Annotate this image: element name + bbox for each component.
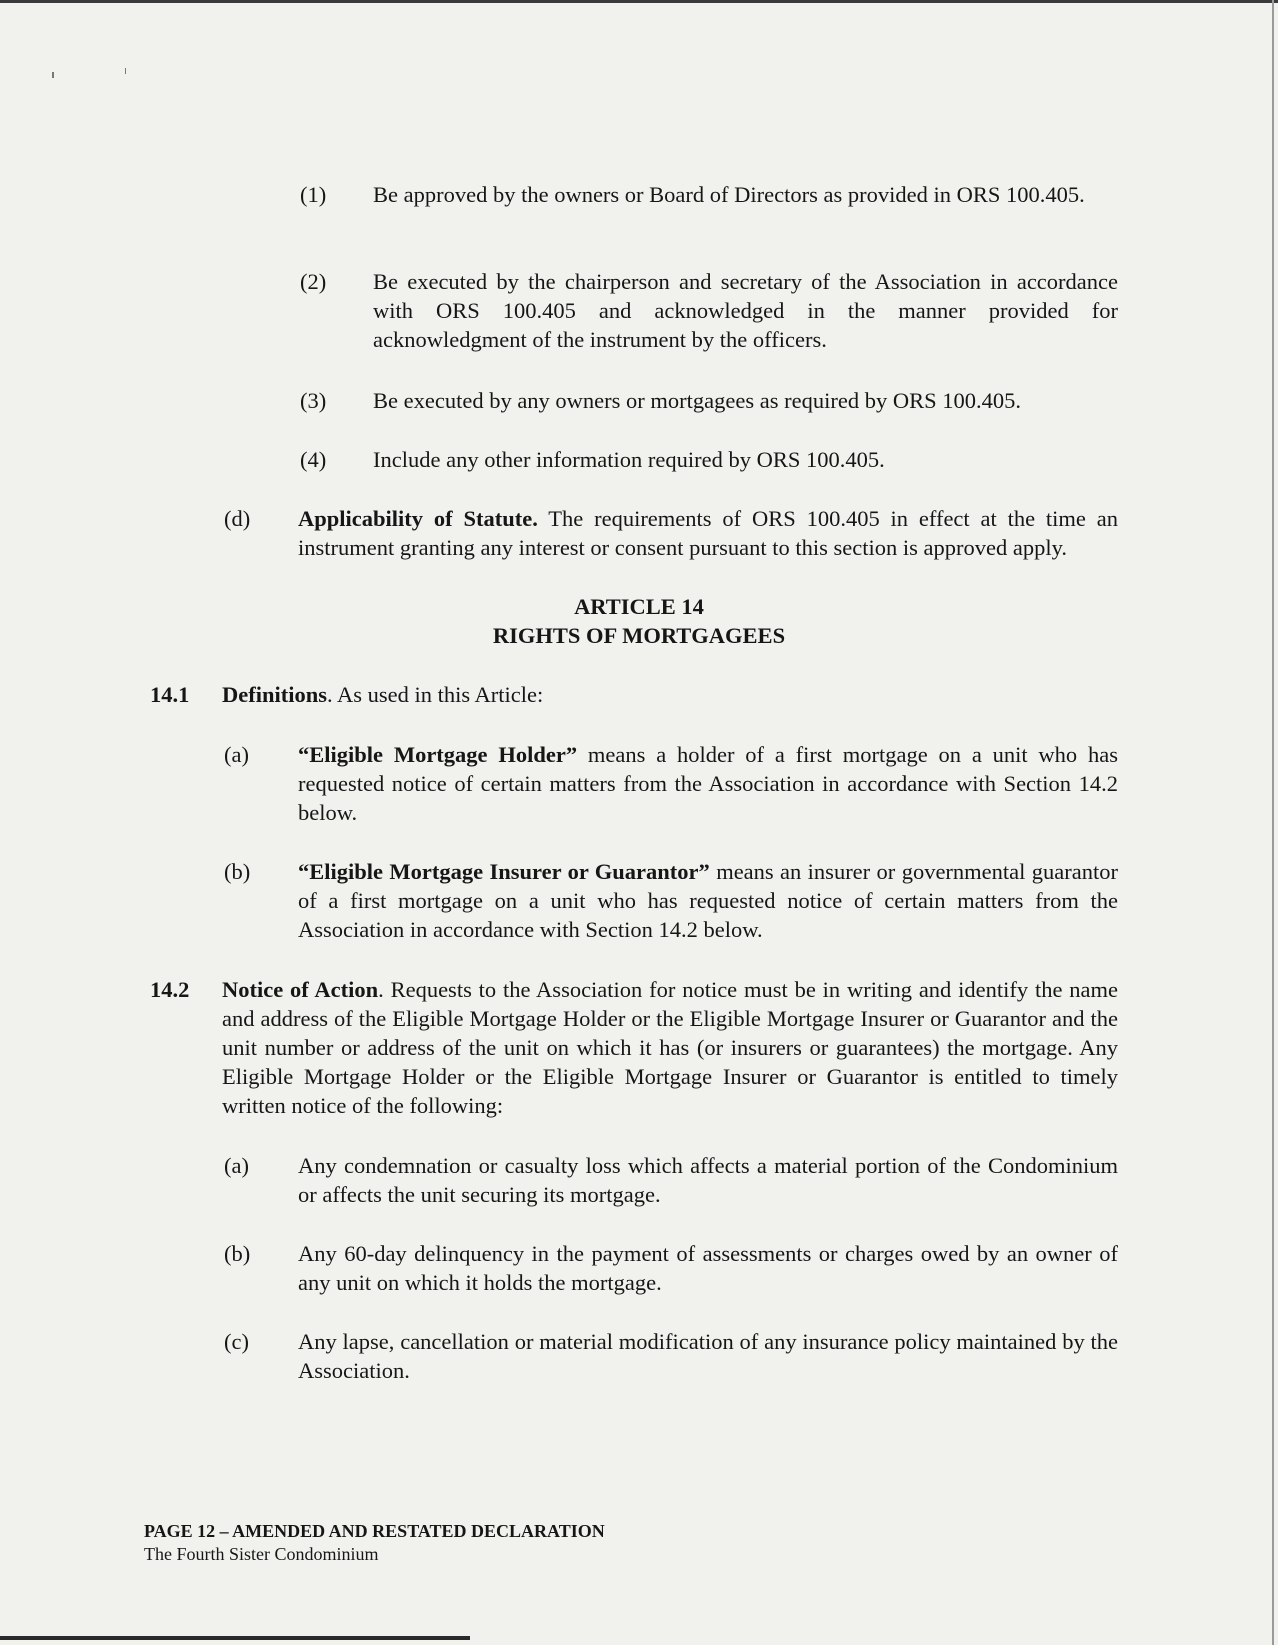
item-number: (c): [224, 1329, 249, 1354]
item-body: means a holder of a first mortgage on a unit who has requested notice of certain matters from the Association in accordance with Section 14.2 below.: [298, 742, 1118, 825]
section-title: Notice of Action: [222, 977, 379, 1002]
section-body: . As used in this Article:: [327, 682, 544, 707]
item-text: Any lapse, cancellation or material modification of any insurance policy maintained by the Association.: [298, 1329, 1118, 1383]
article-title: RIGHTS OF MORTGAGEES: [492, 623, 786, 648]
item-text: Any 60-day delinquency in the payment of assessments or charges owed by an owner of any unit on which it holds the mortgage.: [298, 1241, 1118, 1295]
section-number: 14.1: [150, 682, 190, 707]
item-title: “Eligible Mortgage Holder”: [298, 742, 578, 767]
item-number: (a): [224, 1153, 249, 1178]
footer-document-name: The Fourth Sister Condominium: [144, 1544, 379, 1564]
item-text: Be approved by the owners or Board of Directors as provided in ORS 100.405.: [373, 182, 1085, 207]
item-number: (2): [300, 269, 327, 294]
item-title: Applicability of Statute.: [298, 506, 538, 531]
item-text: [298, 740, 1118, 827]
item-text: [298, 857, 1118, 944]
item-text: [298, 504, 1118, 562]
scan-edge-bottom: [0, 1636, 470, 1640]
item-text: Any condemnation or casualty loss which affects a material portion of the Condominium or affects the unit securing its mortgage.: [298, 1153, 1118, 1207]
section-title: Definitions: [222, 682, 328, 707]
item-text: Include any other information required by ORS 100.405.: [373, 447, 885, 472]
article-number: ARTICLE 14: [574, 594, 704, 619]
item-text: Be executed by any owners or mortgagees as required by ORS 100.405.: [373, 388, 1021, 413]
section-text: [222, 680, 1118, 709]
scan-speck: [125, 68, 126, 74]
item-body: The requirements of ORS 100.405 in effect at the time an instrument granting any interest or consent pursuant to this section is approved apply.: [298, 506, 1118, 560]
item-number: (3): [300, 388, 327, 413]
item-text: Be executed by the chairperson and secretary of the Association in accordance with ORS 100.405 and acknowledged in the manner provided for acknowledgment of the instrument by the officers.: [373, 269, 1118, 352]
item-number: (b): [224, 1241, 251, 1266]
item-number: (d): [224, 506, 251, 531]
scan-speck: [52, 72, 54, 78]
scan-edge-top: [0, 0, 1278, 3]
item-number: (b): [224, 859, 251, 884]
footer-page-label: PAGE 12 – AMENDED AND RESTATED DECLARATION: [144, 1521, 605, 1541]
item-number: (4): [300, 447, 327, 472]
item-title: “Eligible Mortgage Insurer or Guarantor”: [298, 859, 710, 884]
scan-edge-right: [1272, 0, 1274, 1645]
section-text: [222, 975, 1118, 1120]
section-body: . Requests to the Association for notice must be in writing and identify the name and address of the Eligible Mortgage Holder or the Eligible Mortgage Insurer or Guarantor and the unit number or address of the unit on which it has (or insurers or guarantees) the mortgage. Any Eligible Mortgage Holder or the Eligible Mortgage Insurer or Guarantor is entitled to timely written notice of the following:: [222, 977, 1118, 1118]
section-number: 14.2: [150, 977, 190, 1002]
item-body: means an insurer or governmental guarantor of a first mortgage on a unit who has requested notice of certain matters from the Association in accordance with Section 14.2 below.: [298, 859, 1118, 942]
item-number: (1): [300, 182, 327, 207]
item-number: (a): [224, 742, 249, 767]
